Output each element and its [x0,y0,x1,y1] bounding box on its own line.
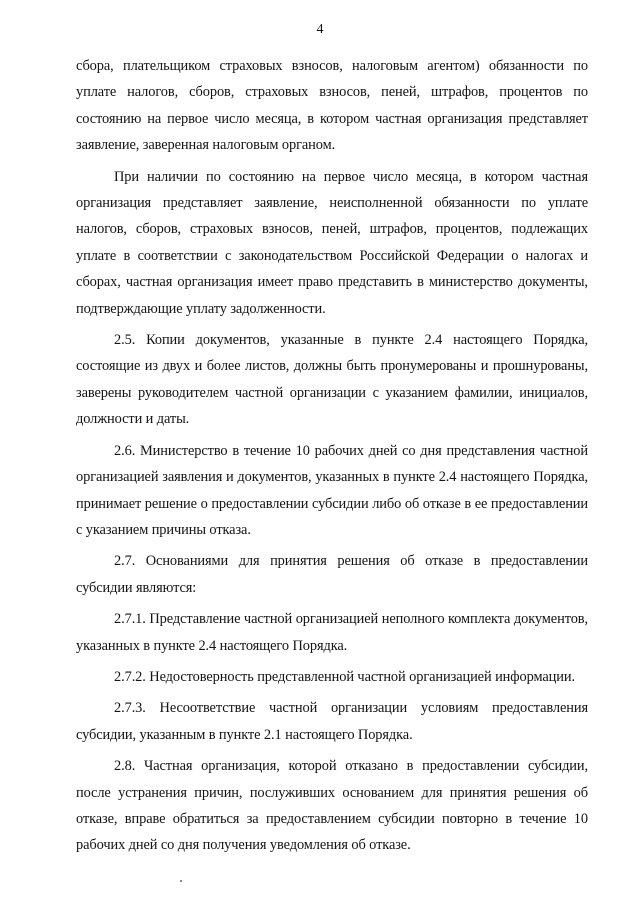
paragraph-unpaid-obligation: При наличии по состоянию на первое число месяца, в котором частная организация представляет заявление, неисполненной обязанности по уплате налогов, сборов, страховых взносов, пеней, штрафов, процентов, подлежащих уплате в соответствии с законодательством Российской Федерации о налогах и сборах, частная организация имеет право представить в министерство документы, подтверждающие уплату задолженности. [76,168,588,317]
paragraph-2-6: 2.6. Министерство в течение 10 рабочих дней со дня представления частной организацией заявления и документов, указанных в пункте 2.4 настоящего Порядка, принимает решение о предоставлении субсидии либо об отказе в ее предоставлении с указанием причины отказа. [76,442,588,538]
page-number: 4 [316,22,324,37]
document-body [76,53,588,864]
paragraph-2-8: 2.8. Частная организация, которой отказано в предоставлении субсидии, после устранения причин, послуживших основанием для принятия решения об отказе, вправе обратиться за предоставлением субсидии повторно в течение 10 рабочих дней со дня получения уведомления об отказе. [76,758,588,854]
scan-speck [180,880,182,882]
paragraph-2-7: 2.7. Основаниями для принятия решения об отказе в предоставлении субсидии являются: [76,553,588,596]
paragraph-2-5: 2.5. Копии документов, указанные в пункте 2.4 настоящего Порядка, состоящие из двух и более листов, должны быть пронумерованы и прошнурованы, заверены руководителем частной организации с указанием фамилии, инициалов, должности и даты. [76,332,588,428]
paragraph-2-7-1: 2.7.1. Представление частной организацией неполного комплекта документов, указанных в пункте 2.4 настоящего Порядка. [76,611,588,654]
paragraph-2-7-2: 2.7.2. Недостоверность представленной частной организацией информации. [114,668,575,685]
paragraph-tax-certificate-continuation: сбора, плательщиком страховых взносов, налоговым агентом) обязанности по уплате налогов, сборов, страховых взносов, пеней, штрафов, процентов по состоянию на первое число месяца, в котором частная организация представляет заявление, заверенная налоговым органом. [76,58,588,154]
paragraph-2-7-3: 2.7.3. Несоответствие частной организации условиям предоставления субсидии, указанным в пункте 2.1 настоящего Порядка. [76,700,588,743]
